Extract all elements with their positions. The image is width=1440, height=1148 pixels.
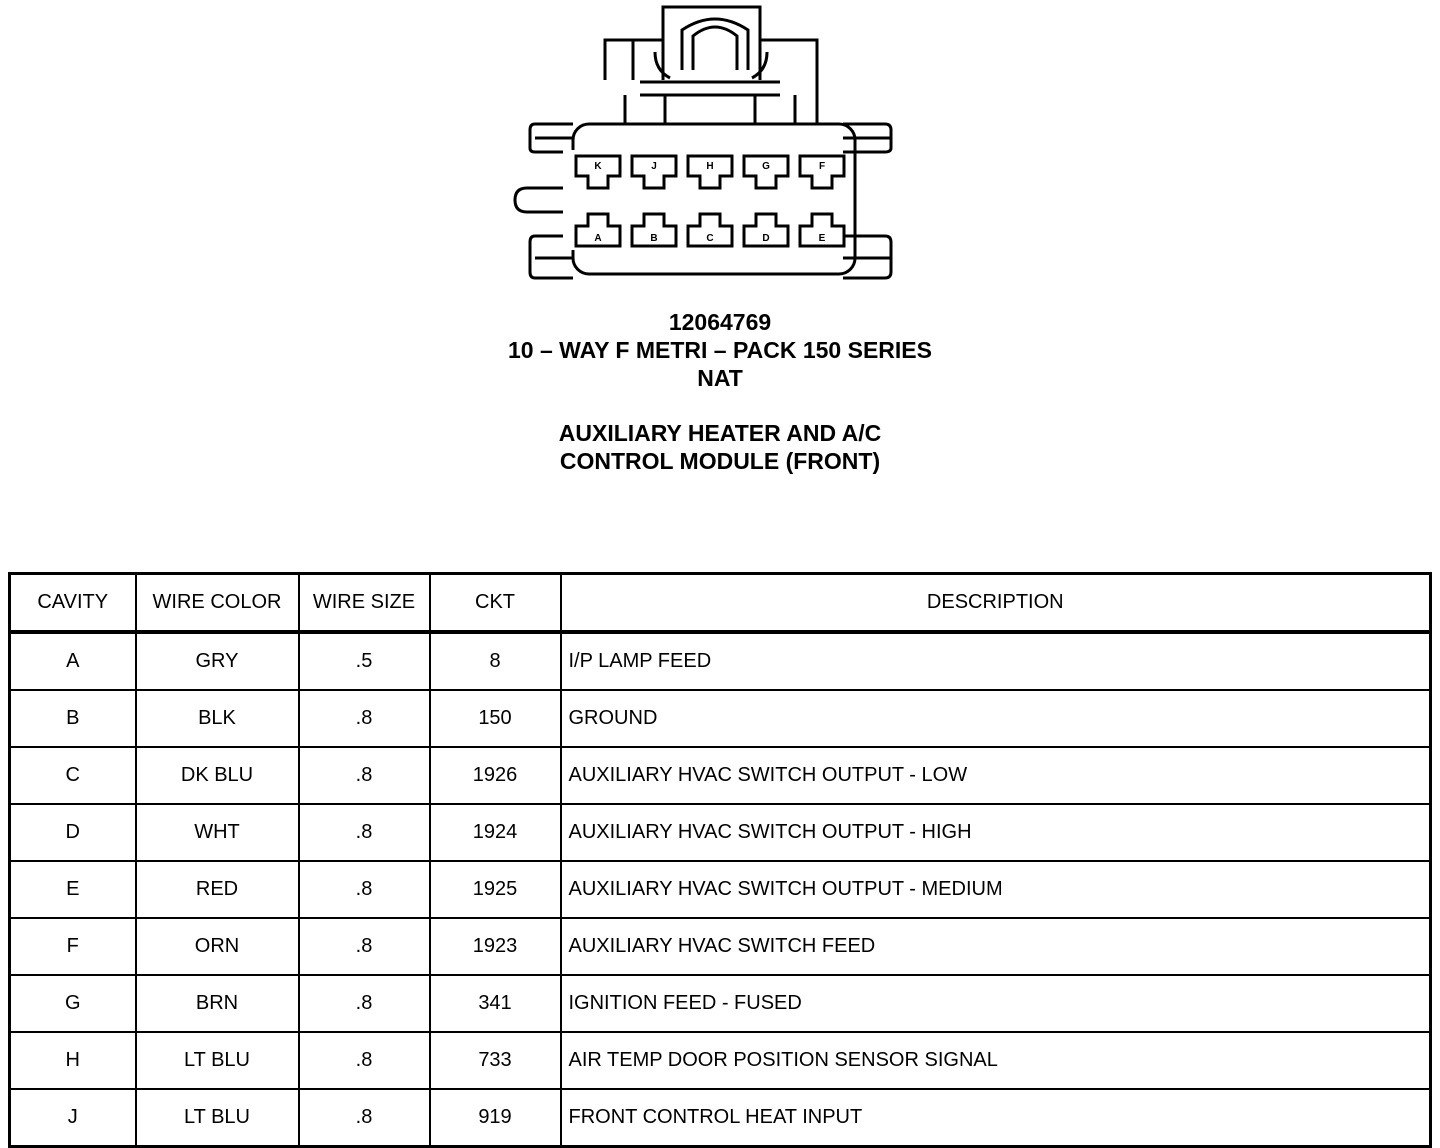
cell-cavity: C [10, 747, 136, 804]
module-name-line1: AUXILIARY HEATER AND A/C [558, 420, 882, 446]
cell-wire-size: .8 [299, 918, 430, 975]
bottom-row-pin-label: A [594, 233, 602, 244]
cell-wire-color: GRY [136, 632, 299, 690]
table-row [10, 632, 1431, 690]
cell-description: AIR TEMP DOOR POSITION SENSOR SIGNAL [561, 1032, 1431, 1089]
cell-description: AUXILIARY HVAC SWITCH FEED [561, 918, 1431, 975]
cell-description: AUXILIARY HVAC SWITCH OUTPUT - HIGH [561, 804, 1431, 861]
top-row-pin-label: H [706, 161, 714, 172]
module-name-line2: CONTROL MODULE (FRONT) [559, 448, 881, 474]
cell-wire-size: .8 [299, 804, 430, 861]
column-header-cavity: CAVITY [10, 574, 136, 633]
cell-description: I/P LAMP FEED [561, 632, 1431, 690]
cell-ckt: 919 [430, 1089, 561, 1147]
top-row-cavities [576, 156, 844, 188]
connector-type: 10 – WAY F METRI – PACK 150 SERIES [508, 337, 932, 363]
table-row [10, 918, 1431, 975]
cell-cavity: F [10, 918, 136, 975]
cell-ckt: 341 [430, 975, 561, 1032]
module-name [0, 419, 1440, 475]
column-header-ckt: CKT [430, 574, 561, 633]
bottom-row-pin-label: C [706, 233, 714, 244]
cell-ckt: 733 [430, 1032, 561, 1089]
table-header-row [10, 574, 1431, 633]
table-row [10, 1089, 1431, 1147]
column-header-wire-color: WIRE COLOR [136, 574, 299, 633]
table-body [10, 632, 1431, 1147]
cell-description: IGNITION FEED - FUSED [561, 975, 1431, 1032]
cell-cavity: A [10, 632, 136, 690]
pinout-table [8, 572, 1432, 1148]
color-code: NAT [697, 365, 743, 391]
cell-wire-size: .5 [299, 632, 430, 690]
cell-wire-size: .8 [299, 690, 430, 747]
cell-wire-size: .8 [299, 1089, 430, 1147]
cell-wire-size: .8 [299, 975, 430, 1032]
cell-cavity: J [10, 1089, 136, 1147]
top-row-pin-label: F [818, 161, 826, 172]
cell-wire-size: .8 [299, 747, 430, 804]
cell-wire-color: LT BLU [136, 1032, 299, 1089]
cell-ckt: 1923 [430, 918, 561, 975]
table-row [10, 975, 1431, 1032]
cell-wire-color: ORN [136, 918, 299, 975]
table-row [10, 747, 1431, 804]
cell-description: AUXILIARY HVAC SWITCH OUTPUT - LOW [561, 747, 1431, 804]
cell-cavity: E [10, 861, 136, 918]
cell-wire-size: .8 [299, 861, 430, 918]
table-row [10, 690, 1431, 747]
cell-description: GROUND [561, 690, 1431, 747]
top-row-pin-label: J [651, 161, 657, 172]
bottom-row-pin-label: D [762, 233, 770, 244]
cell-wire-color: LT BLU [136, 1089, 299, 1147]
cell-description: FRONT CONTROL HEAT INPUT [561, 1089, 1431, 1147]
table-row [10, 861, 1431, 918]
cell-ckt: 150 [430, 690, 561, 747]
cell-cavity: H [10, 1032, 136, 1089]
column-header-description: DESCRIPTION [561, 574, 1431, 633]
connector-info [0, 308, 1440, 392]
table-row [10, 1032, 1431, 1089]
cell-wire-color: BRN [136, 975, 299, 1032]
cell-cavity: B [10, 690, 136, 747]
cell-description: AUXILIARY HVAC SWITCH OUTPUT - MEDIUM [561, 861, 1431, 918]
cell-wire-color: RED [136, 861, 299, 918]
cell-wire-size: .8 [299, 1032, 430, 1089]
cell-wire-color: BLK [136, 690, 299, 747]
bottom-row-pin-label: E [818, 233, 826, 244]
cell-wire-color: DK BLU [136, 747, 299, 804]
cell-cavity: D [10, 804, 136, 861]
top-row-pin-label: G [762, 161, 770, 172]
bottom-row-cavities [576, 214, 844, 246]
cell-wire-color: WHT [136, 804, 299, 861]
cell-cavity: G [10, 975, 136, 1032]
connector-face-diagram [505, 0, 905, 292]
cell-ckt: 1926 [430, 747, 561, 804]
top-row-pin-label: K [594, 161, 602, 172]
bottom-row-pin-label: B [650, 233, 658, 244]
table-row [10, 804, 1431, 861]
part-number: 12064769 [668, 309, 772, 335]
cell-ckt: 8 [430, 632, 561, 690]
cell-ckt: 1925 [430, 861, 561, 918]
cell-ckt: 1924 [430, 804, 561, 861]
column-header-wire-size: WIRE SIZE [299, 574, 430, 633]
